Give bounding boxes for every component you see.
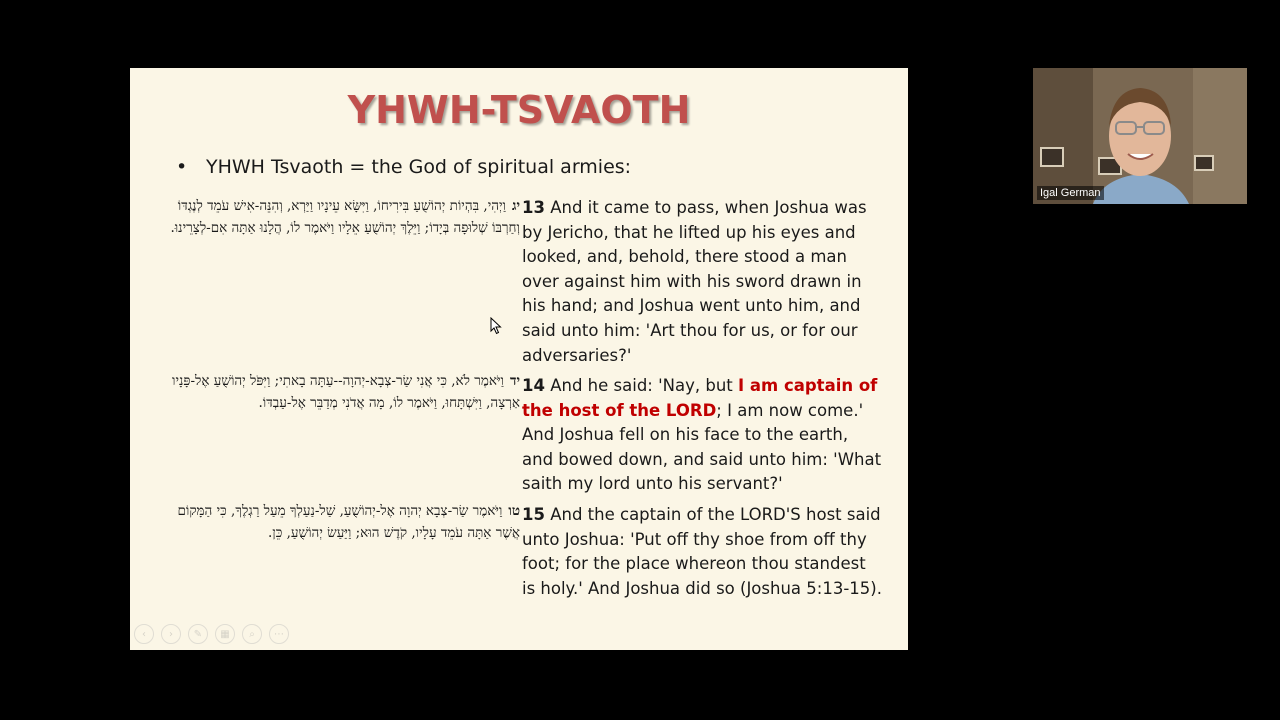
verse-number: 14 (522, 376, 545, 395)
next-icon: › (169, 628, 173, 640)
slide-title: YHWH-TSVAOTH (347, 88, 691, 132)
hebrew-verse-14 (166, 370, 520, 414)
see-all-slides-button[interactable] (215, 624, 235, 644)
english-verse-13 (522, 196, 882, 368)
webcam-video-feed (1033, 68, 1247, 204)
bullet-text: YHWH Tsvaoth = the God of spiritual armies: (206, 156, 632, 178)
verse-text: And the captain of the LORD'S host said unto Joshua: 'Put off thy shoe from off thy foot; for the place whereon thou standest is holy.' And Joshua did so (Joshua 5:13-15). (522, 505, 882, 598)
slides-grid-icon: ▦ (220, 628, 230, 640)
pen-icon: ✎ (193, 628, 203, 640)
participant-name-label: Igal German (1037, 186, 1104, 200)
mouse-cursor-icon (490, 317, 502, 335)
english-verse-14 (522, 374, 882, 497)
webcam-tile[interactable] (1033, 68, 1247, 204)
hebrew-verse-text: וַיֹּאמֶר שַׂר-צְבָא יְהוָה אֶל-יְהוֹשֻׁעַ, שַׁל-נַעַלְךָ מֵעַל רַגְלֶךָ, כִּי הַמָּקוֹם אֲשֶׁר אַתָּה עֹמֵד עָלָיו, קֹדֶשׁ הוּא; וַיַּעַשׂ יְהוֹשֻׁעַ, כֵּן. (177, 503, 520, 541)
hebrew-verse-text: וַיְהִי, בִּהְיוֹת יְהוֹשֻׁעַ בִּירִיחוֹ, וַיִּשָּׂא עֵינָיו וַיַּרְא, וְהִנֵּה-אִישׁ עֹמֵד לְנֶגְדּוֹ וְחַרְבּוֹ שְׁלוּפָה בְּיָדוֹ; וַיֵּלֶךְ יְהוֹשֻׁעַ אֵלָיו וַיֹּאמֶר לוֹ, הֲלָנוּ אַתָּה אִם-לְצָרֵינוּ. (170, 198, 520, 236)
hebrew-verse-text: וַיֹּאמֶר לֹא, כִּי אֲנִי שַׂר-צְבָא-יְהוָה--עַתָּה בָאתִי; וַיִּפֹּל יְהוֹשֻׁעַ אֶל-פָּנָיו אַרְצָה, וַיִּשְׁתָּחוּ, וַיֹּאמֶר לוֹ, מָה אֲדֹנִי מְדַבֵּר אֶל-עַבְדּוֹ. (172, 373, 520, 411)
hebrew-verse-number: טו (508, 503, 520, 519)
hebrew-verse-number: יג (512, 198, 520, 214)
previous-icon: ‹ (142, 628, 146, 640)
shared-slide (130, 68, 908, 650)
pen-tool-button[interactable] (188, 624, 208, 644)
hebrew-verse-15 (166, 500, 520, 544)
verse-number: 13 (522, 198, 545, 217)
verse-text-end: ; I am now come.' And Joshua fell on his face to the earth, and bowed down, and said unto him: 'What saith my lord unto his servant?' (522, 400, 882, 494)
slide-bullet (176, 156, 631, 178)
more-options-button[interactable] (269, 624, 289, 644)
hebrew-verse-13 (166, 195, 520, 239)
verse-text: And it came to pass, when Joshua was by Jericho, that he lifted up his eyes and looked, and, behold, there stood a man over against him with his sword drawn in his hand; and Joshua went unto him, and said unto him: 'Art thou for us, or for our adversaries?' (522, 198, 867, 365)
english-verse-15 (522, 503, 882, 601)
bullet-icon: • (176, 156, 188, 178)
previous-slide-button[interactable] (134, 624, 154, 644)
verse-text-start: And he said: 'Nay, but (544, 376, 738, 395)
hebrew-verse-number: יד (509, 373, 520, 389)
zoom-icon: ⌕ (249, 628, 255, 640)
more-icon: ⋯ (274, 628, 284, 640)
zoom-button[interactable] (242, 624, 262, 644)
slideshow-controls (134, 624, 289, 644)
highlighted-phrase: I am captain of the host of the LORD (522, 376, 878, 420)
verse-number: 15 (522, 505, 545, 524)
next-slide-button[interactable] (161, 624, 181, 644)
